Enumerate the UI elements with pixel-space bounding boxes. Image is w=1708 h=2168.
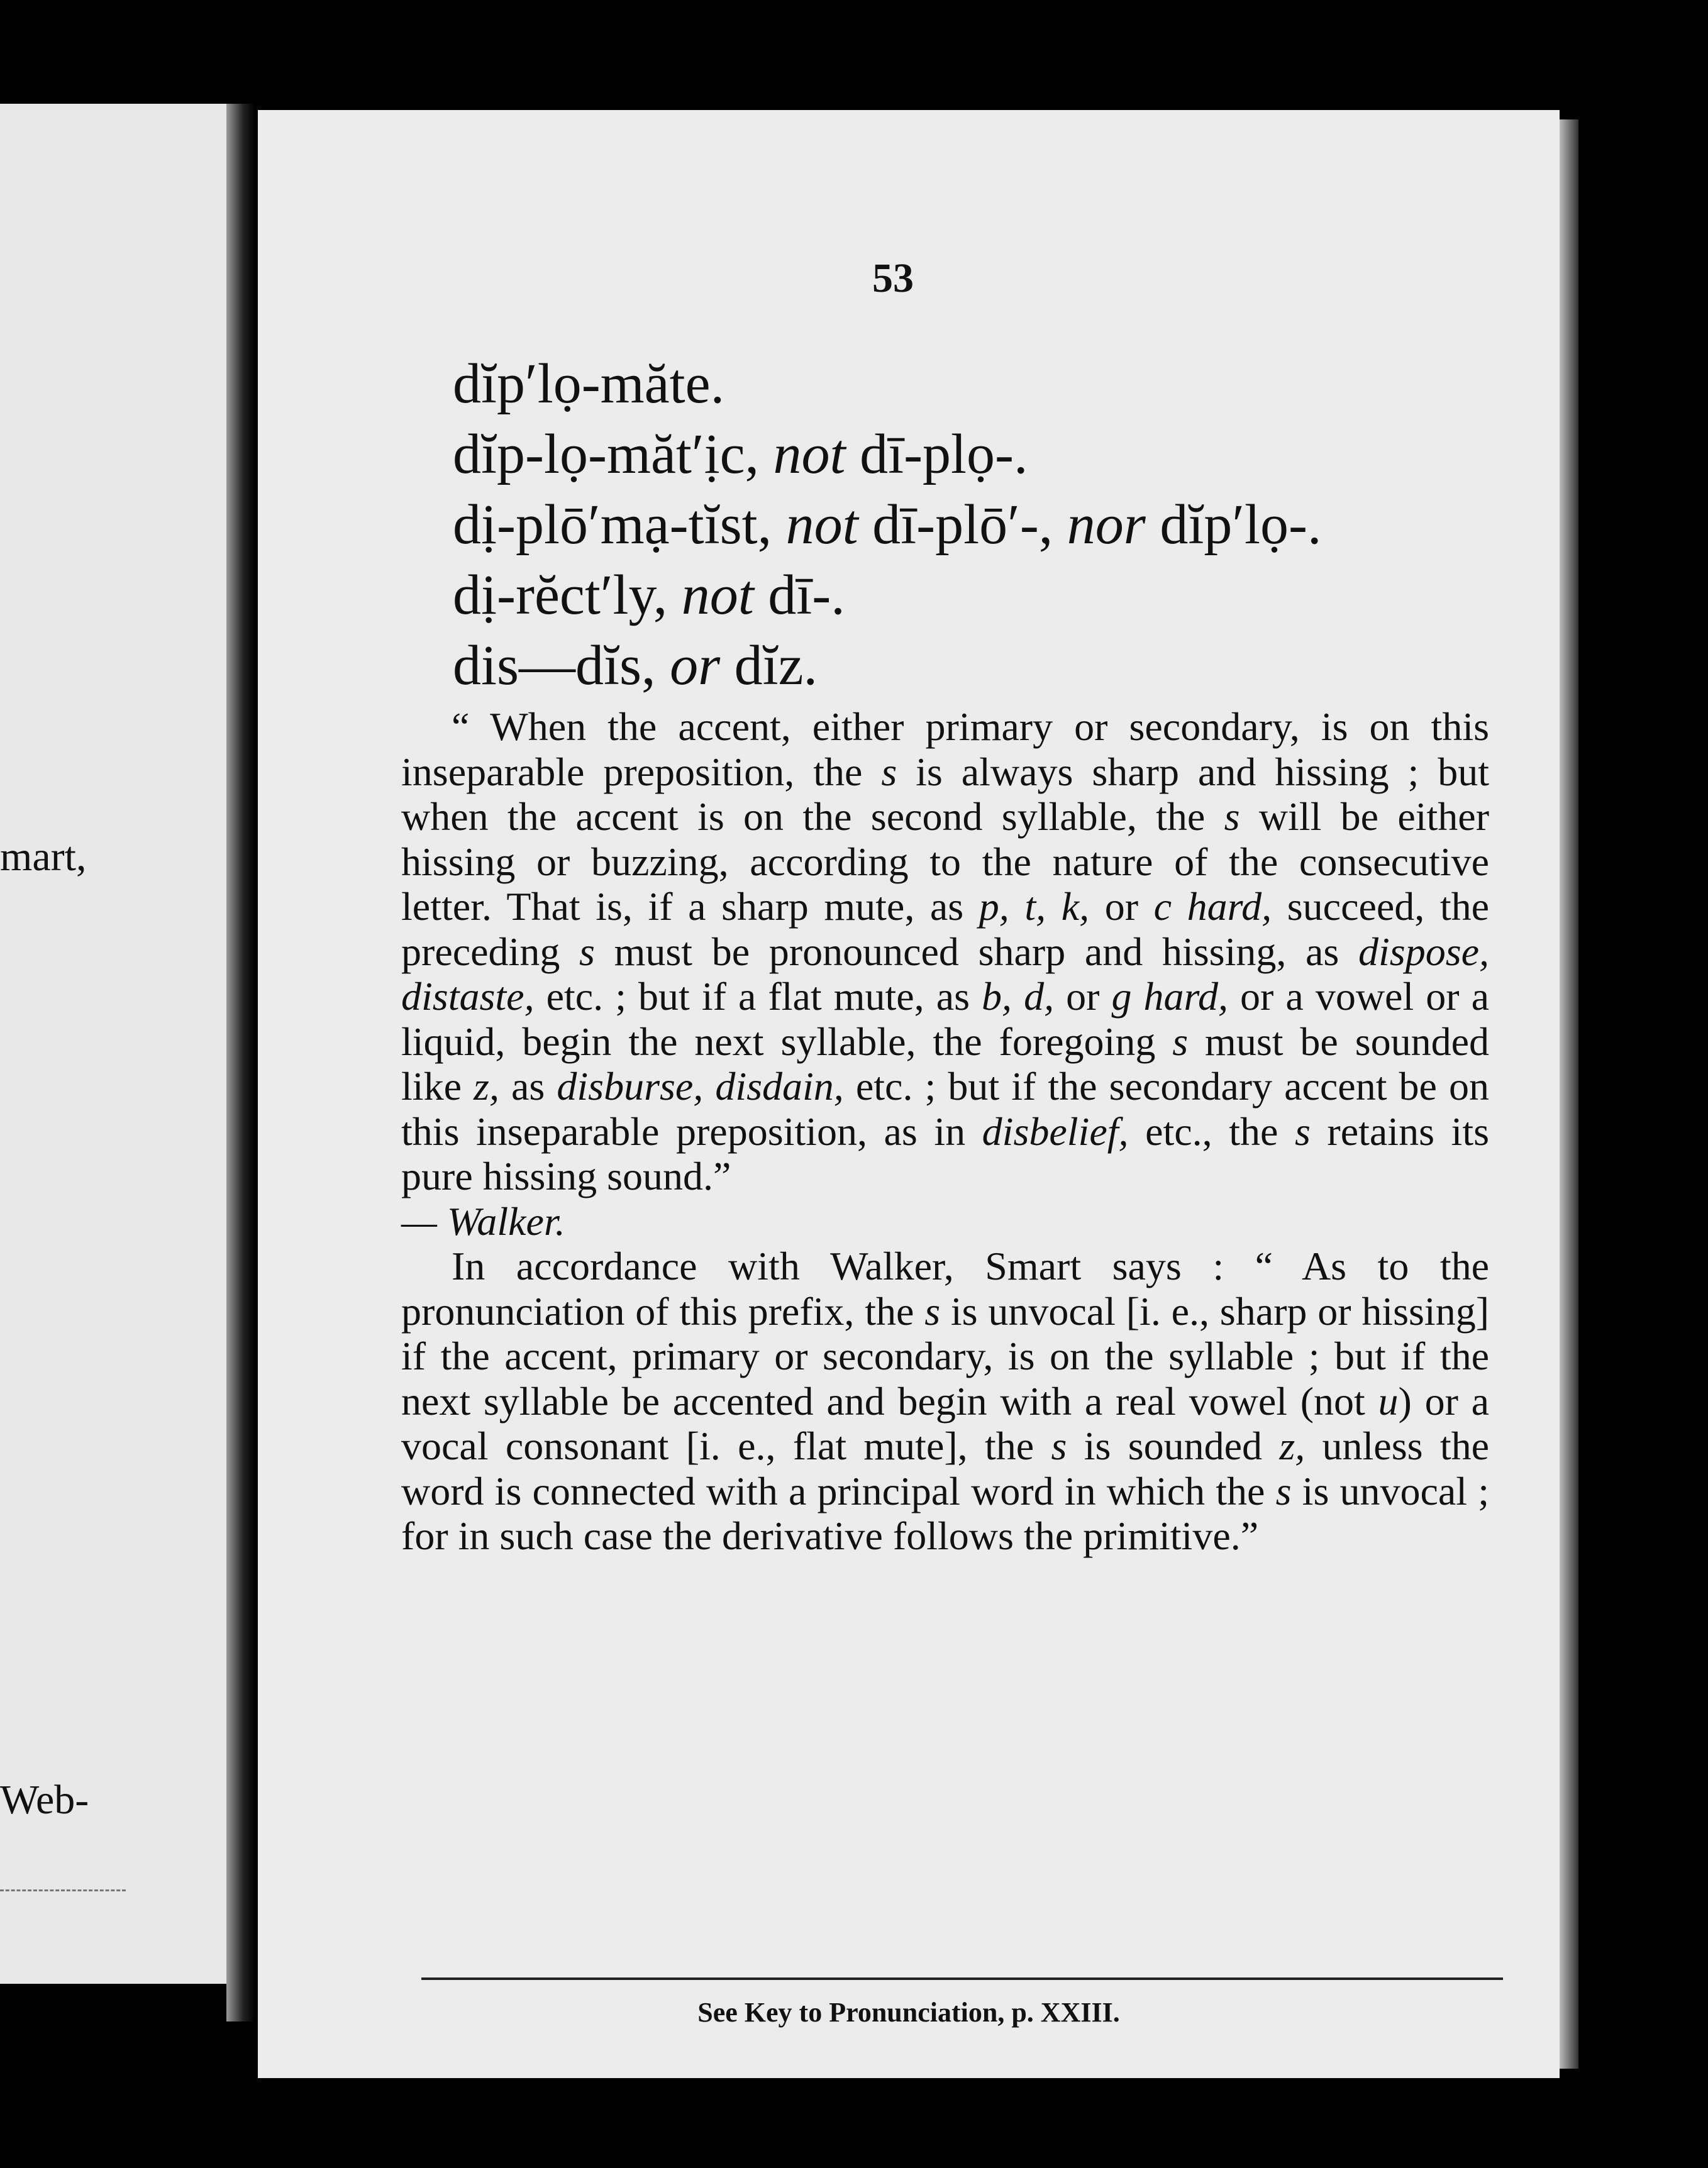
text-run: In accordance with Walker, Smart says : “ As to the pronunciation of this prefix, the [401,1244,1489,1334]
body-text [401,704,1489,1559]
text-run: or [1054,974,1112,1019]
text-run: is unvocal [i. e., sharp or hissing] if the accent, primary or secondary, is on the syllable ; but if the next syllable be accented and begin with a real vowel (not [401,1288,1490,1424]
left-page-divider [0,1889,126,1891]
text-run: etc. ; but if the secondary accent be on this inseparable preposition, as in [401,1064,1490,1154]
text-run: s [1051,1424,1067,1468]
text-run: u [1378,1378,1399,1424]
text-run: must be sounded like [401,1019,1490,1109]
page-edge-shadow [1560,119,1578,2069]
right-page [258,110,1560,2078]
text-run: g hard, [1111,974,1229,1019]
text-run: s [1275,1468,1292,1513]
text-run: b, d, [982,974,1055,1019]
text-run: “ When the accent, either primary or secondary, is on this inseparable preposition, the [401,704,1489,794]
text-run: is sounded [1067,1424,1280,1468]
text-run: is unvocal ; for in such case the derivative follows the primitive.” [401,1468,1490,1558]
text-run: p, t, k, [979,884,1090,929]
entry-dis: dis—dĭs, or dĭz. [453,634,818,697]
smart-paragraph [401,1244,1489,1559]
footnote-rule [421,1977,1503,1980]
text-run: etc., the [1128,1109,1295,1154]
text-run: retains its pure hissing sound.” [401,1109,1489,1198]
page-number: 53 [872,255,914,301]
entry-diplomatic: dĭp-lọ-măt′ịc, not dī-plọ-. [453,423,1028,485]
text-run: s [881,749,897,794]
text-run: s [1224,794,1240,839]
walker-signature: — Walker. [401,1198,565,1244]
text-run: s [1294,1109,1311,1154]
entry-directly: dị-rĕct′ly, not dī-. [453,564,845,626]
text-run: must be pronounced sharp and hissing, as [594,929,1359,974]
text-run: unless the word is connected with a principal word in which the [401,1424,1490,1513]
text-run: ) or a vocal consonant [i. e., flat mute], the [401,1378,1490,1468]
text-run: dispose, distaste, [401,929,1490,1019]
left-facing-page [0,104,226,1984]
text-run: s [1172,1019,1189,1064]
text-run: z, [474,1064,499,1109]
left-page-fragment: mart, [0,834,87,880]
text-run: c hard, [1153,884,1272,929]
book-gutter [226,104,255,2021]
text-run: or a vowel or a liquid, begin the next syllable, the foregoing [401,974,1490,1064]
text-run: etc. ; but if a flat mute, as [534,974,982,1019]
footnote: See Key to Pronunciation, p. XXIII. [697,1997,1120,2028]
walker-quote-paragraph [401,704,1489,1199]
text-run: is always sharp and hissing ; but when the accent is on the second syllable, the [401,749,1490,839]
entry-diplomate: dĭp′lọ-măte. [453,353,725,415]
text-run: s [579,929,595,974]
text-run: disbelief, [982,1109,1129,1154]
text-run: will be either hissing or buzzing, according to the nature of the consecutive letter. That is, if a sharp mute, as [401,794,1489,929]
text-run: z, [1279,1424,1306,1468]
entry-list [453,349,1322,701]
left-page-fragment: Web- [0,1777,89,1823]
text-run: or [1089,884,1154,929]
text-run: s [924,1288,941,1334]
text-run: disburse, disdain, [557,1064,844,1109]
text-run: succeed, the preceding [401,884,1490,974]
entry-diplomatist: dị-plō′mạ-tĭst, not dī-plō′-, nor dĭp′lọ-. [453,494,1322,556]
text-run: as [499,1064,557,1109]
